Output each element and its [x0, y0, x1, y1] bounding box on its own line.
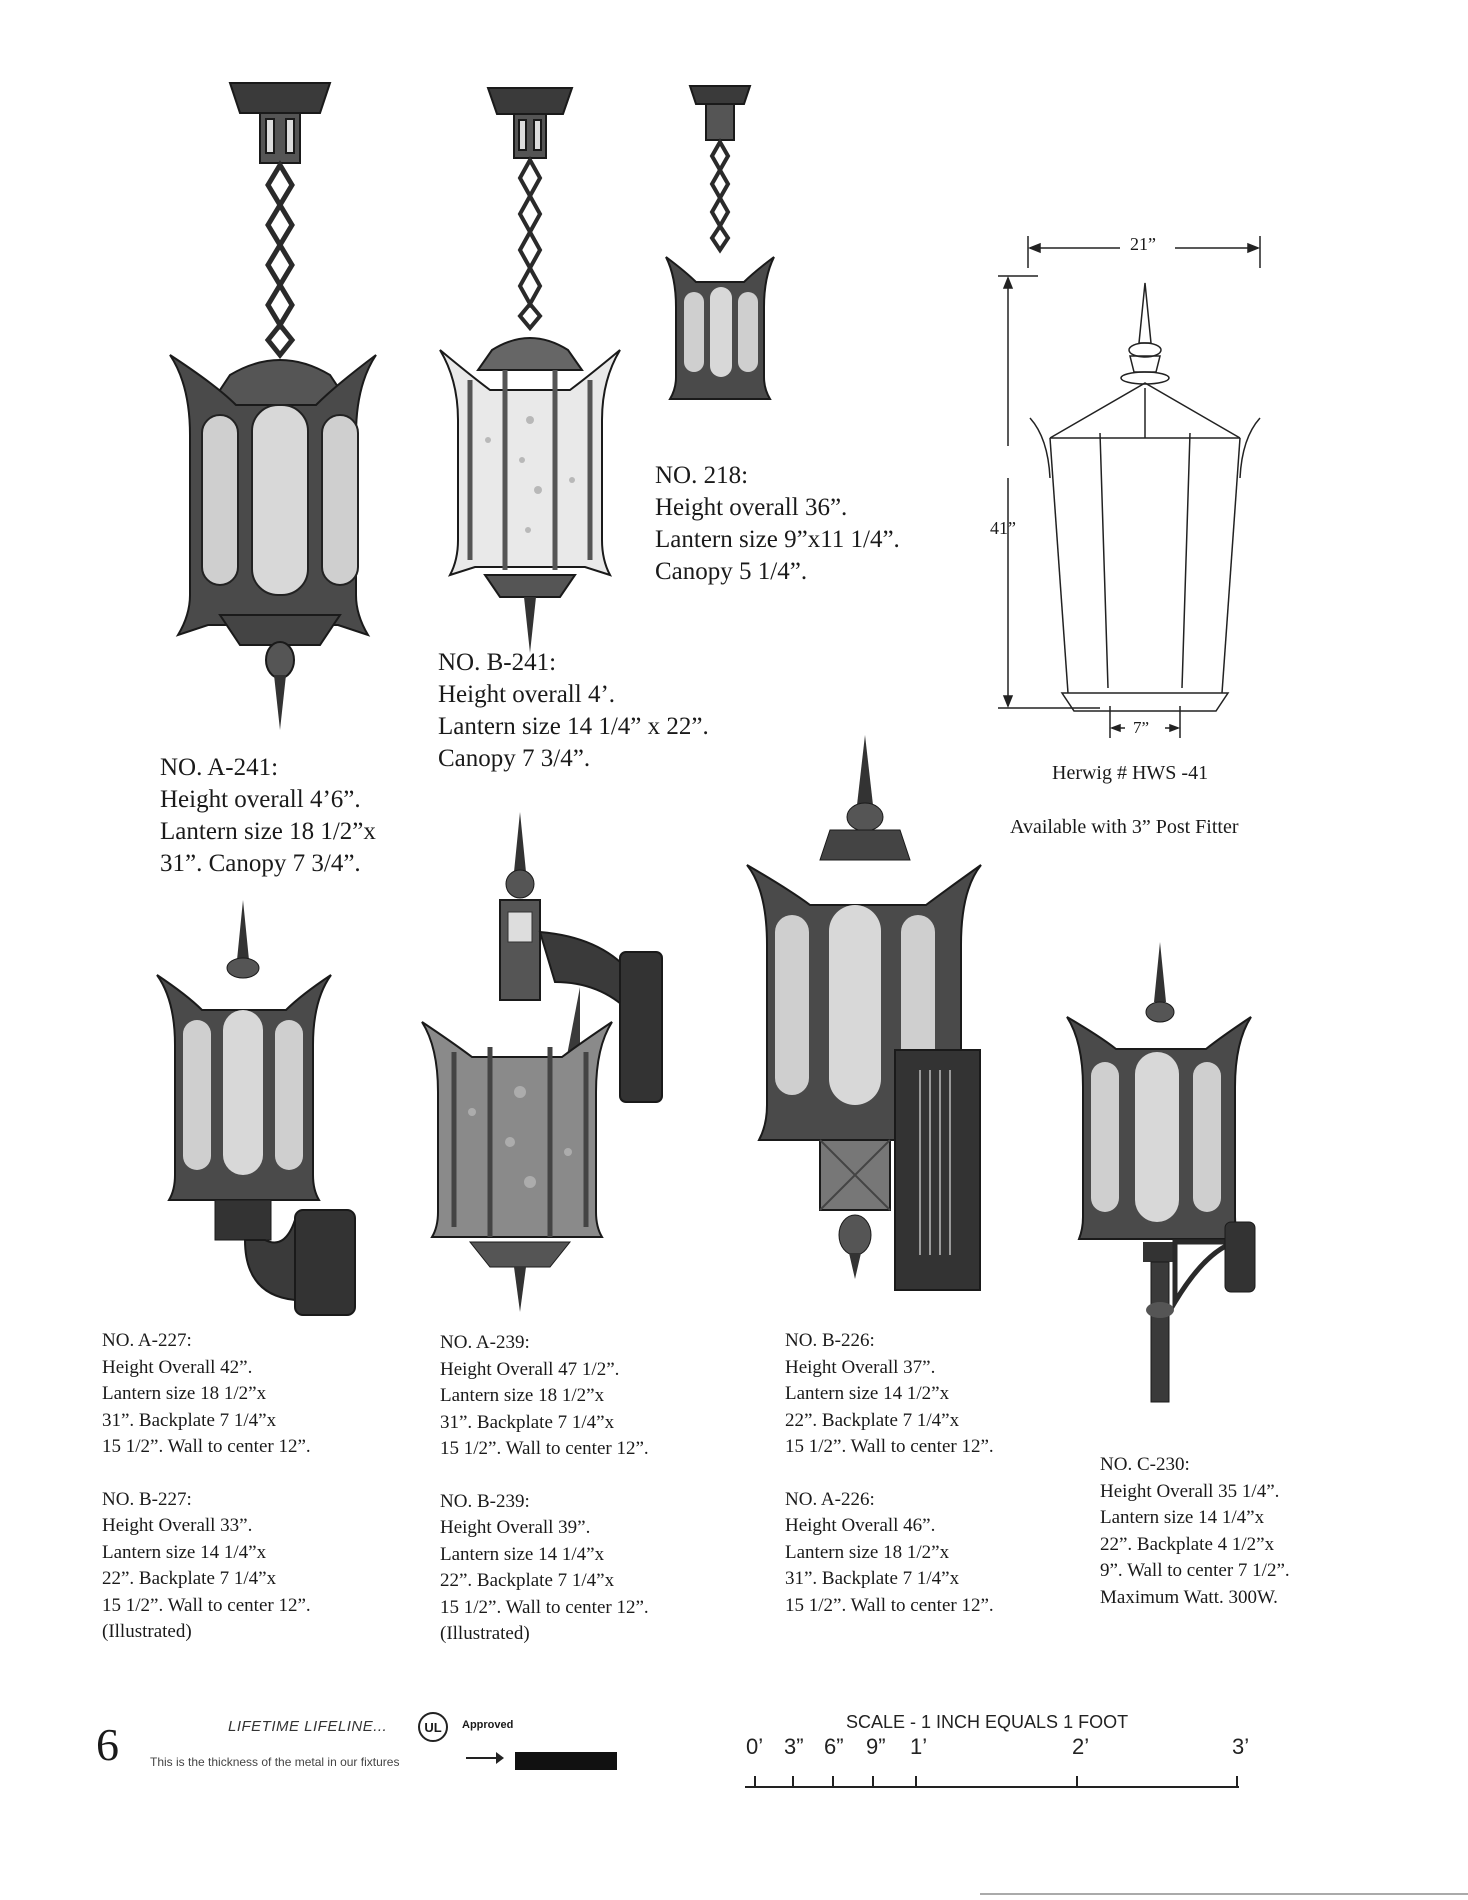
- fixture-hws41-drawing: [990, 228, 1290, 748]
- caption-b239-backplate: 22”. Backplate 7 1/4”x: [440, 1570, 615, 1591]
- caption-c230-title: NO. C-230:: [1100, 1454, 1190, 1475]
- caption-b241-lantern: Lantern size 14 1/4” x 22”.: [438, 713, 709, 740]
- ul-approved-label: Approved: [462, 1719, 514, 1731]
- caption-218-height: Height overall 36”.: [655, 494, 848, 521]
- caption-a226-wall: 15 1/2”. Wall to center 12”.: [785, 1594, 994, 1616]
- fixture-a227-illustration: [155, 900, 365, 1320]
- caption-a239-b239: [440, 1330, 649, 1648]
- caption-218-title: NO. 218:: [655, 462, 749, 489]
- caption-a241-height: Height overall 4’6”.: [160, 786, 361, 813]
- caption-a226-title: NO. A-226:: [785, 1488, 875, 1510]
- caption-a227-height: Height Overall 42”.: [102, 1356, 253, 1378]
- hws41-base-label: 7”: [1133, 718, 1150, 737]
- caption-a241-canopy: 31”. Canopy 7 3/4”.: [160, 850, 361, 877]
- caption-b227-lantern: Lantern size 14 1/4”x: [102, 1541, 267, 1563]
- scale-tick-3ft: 3’: [1232, 1734, 1250, 1759]
- caption-a239-wall: 15 1/2”. Wall to center 12”.: [440, 1438, 649, 1459]
- caption-b239-lantern: Lantern size 14 1/4”x: [440, 1543, 605, 1565]
- caption-b239-wall: 15 1/2”. Wall to center 12”.: [440, 1596, 649, 1618]
- metal-thickness-bar: [515, 1752, 617, 1770]
- caption-b227-backplate: 22”. Backplate 7 1/4”x: [102, 1568, 277, 1589]
- caption-a239-lantern: Lantern size 18 1/2”x: [440, 1385, 605, 1406]
- caption-218-canopy: Canopy 5 1/4”.: [655, 558, 808, 585]
- caption-b227-illustrated: (Illustrated): [102, 1621, 192, 1642]
- scale-tick-3in: 3”: [784, 1734, 804, 1759]
- caption-b226-wall: 15 1/2”. Wall to center 12”.: [785, 1436, 994, 1457]
- hws41-name: Herwig # HWS -41: [1052, 762, 1209, 784]
- caption-a241: [160, 752, 376, 880]
- caption-a226-lantern: Lantern size 18 1/2”x: [785, 1541, 950, 1563]
- scale-tick-1ft: 1’: [910, 1734, 928, 1759]
- caption-c230-lantern: Lantern size 14 1/4”x: [1100, 1507, 1265, 1528]
- caption-b226-backplate: 22”. Backplate 7 1/4”x: [785, 1409, 960, 1431]
- fixture-c230-illustration: [1065, 942, 1285, 1422]
- caption-b239-title: NO. B-239:: [440, 1490, 530, 1512]
- page-bottom-rule: [980, 1893, 1468, 1895]
- caption-c230-height: Height Overall 35 1/4”.: [1100, 1480, 1280, 1502]
- caption-a227-backplate: 31”. Backplate 7 1/4”x: [102, 1409, 277, 1431]
- caption-b226-title: NO. B-226:: [785, 1330, 875, 1351]
- metal-thickness-note: This is the thickness of the metal in our fixtures: [150, 1755, 400, 1769]
- caption-b226-a226: [785, 1328, 994, 1619]
- caption-b241-title: NO. B-241:: [438, 649, 557, 676]
- arrow-right-icon: [464, 1748, 504, 1773]
- scale-title: SCALE - 1 INCH EQUALS 1 FOOT: [846, 1712, 1129, 1732]
- caption-a227-lantern: Lantern size 18 1/2”x: [102, 1383, 267, 1404]
- fixture-b226-illustration: [745, 735, 995, 1315]
- caption-a227-title: NO. A-227:: [102, 1330, 192, 1351]
- ul-logo-icon: UL: [418, 1712, 448, 1742]
- caption-b226-height: Height Overall 37”.: [785, 1356, 936, 1378]
- scale-ruler-line: [745, 1770, 1245, 1790]
- caption-a239-height: Height Overall 47 1/2”.: [440, 1358, 620, 1380]
- fixture-218-illustration: [660, 82, 780, 412]
- caption-218-lantern: Lantern size 9”x11 1/4”.: [655, 526, 900, 553]
- fixture-b241-illustration: [430, 80, 630, 660]
- caption-a239-backplate: 31”. Backplate 7 1/4”x: [440, 1411, 615, 1433]
- scale-tick-2ft: 2’: [1072, 1734, 1090, 1759]
- caption-b241-height: Height overall 4’.: [438, 681, 616, 708]
- caption-a239-title: NO. A-239:: [440, 1332, 530, 1353]
- caption-a227-wall: 15 1/2”. Wall to center 12”.: [102, 1436, 311, 1457]
- caption-c230-backplate: 22”. Backplate 4 1/2”x: [1100, 1533, 1275, 1555]
- caption-a241-lantern: Lantern size 18 1/2”x: [160, 818, 376, 845]
- fixture-b239-illustration: [420, 812, 670, 1312]
- footer-tagline: LIFETIME LIFELINE...: [228, 1718, 388, 1735]
- caption-b241-canopy: Canopy 7 3/4”.: [438, 745, 591, 772]
- hws41-note: Available with 3” Post Fitter: [1010, 816, 1239, 838]
- caption-a226-height: Height Overall 46”.: [785, 1515, 936, 1536]
- caption-a241-title: NO. A-241:: [160, 754, 279, 781]
- caption-b239-illustrated: (Illustrated): [440, 1623, 530, 1644]
- caption-b239-height: Height Overall 39”.: [440, 1517, 591, 1538]
- caption-b226-lantern: Lantern size 14 1/2”x: [785, 1383, 950, 1404]
- caption-c230-watt: Maximum Watt. 300W.: [1100, 1586, 1278, 1608]
- caption-b241: [438, 647, 709, 775]
- caption-218: [655, 460, 900, 588]
- caption-b227-title: NO. B-227:: [102, 1488, 192, 1510]
- caption-c230-wall: 9”. Wall to center 7 1/2”.: [1100, 1560, 1290, 1581]
- scale-tick-9in: 9”: [866, 1734, 886, 1759]
- scale-tick-0: 0’: [746, 1734, 764, 1759]
- page-number: 6: [96, 1719, 119, 1770]
- hws41-height-label: 41”: [990, 518, 1016, 538]
- caption-b227-height: Height Overall 33”.: [102, 1515, 253, 1536]
- scale-tick-6in: 6”: [824, 1734, 844, 1759]
- caption-a227-b227: [102, 1328, 311, 1646]
- fixture-a241-illustration: [160, 75, 400, 735]
- hws41-width-label: 21”: [1130, 234, 1156, 254]
- caption-c230: [1100, 1452, 1290, 1611]
- caption-b227-wall: 15 1/2”. Wall to center 12”.: [102, 1594, 311, 1616]
- caption-a226-backplate: 31”. Backplate 7 1/4”x: [785, 1568, 960, 1589]
